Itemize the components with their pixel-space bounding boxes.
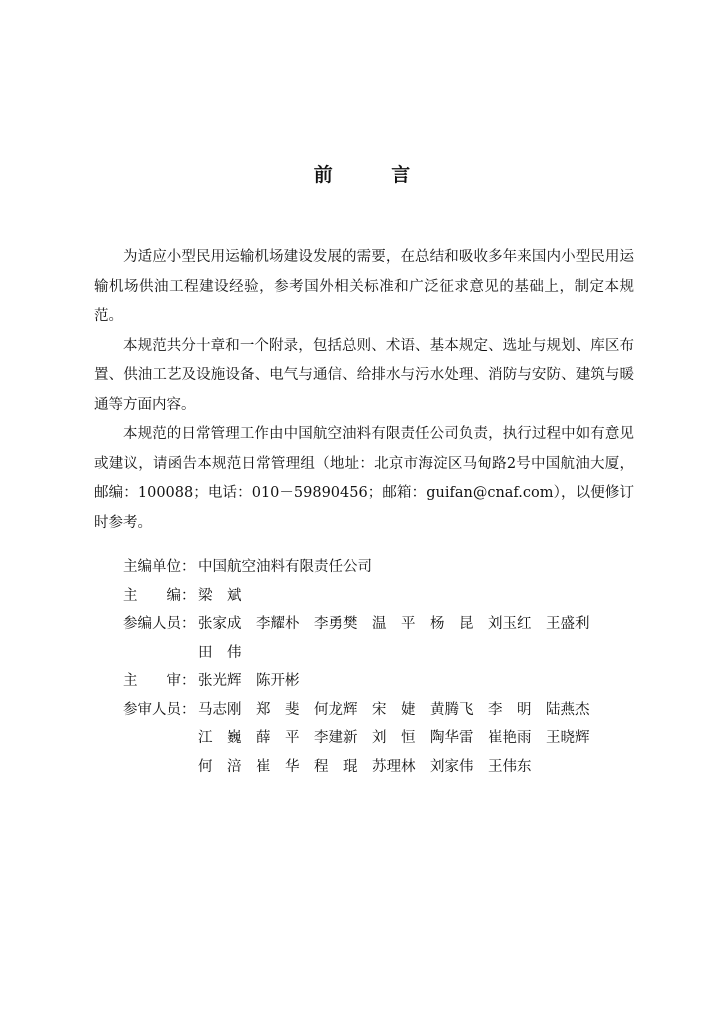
- reviewers-row: [123, 696, 643, 782]
- editors-label: 参编人员：: [123, 616, 196, 632]
- person-name: 李勇樊: [314, 616, 358, 632]
- reviewers-list: [198, 696, 604, 782]
- chief-unit-label: 主编单位：: [123, 559, 196, 575]
- paragraph-management: 本规范的日常管理工作由中国航空油料有限责任公司负责，执行过程中如有意见或建议，请函告本规范日常管理组（地址：北京市海淀区马甸路2号中国航油大厦，邮编：100088；电话：010－59890456；邮箱：guifan@cnaf.com），以便修订时参考。: [94, 426, 634, 531]
- person-name: 李建新: [314, 730, 358, 746]
- page-title: 前 言: [313, 164, 437, 186]
- reviewers-label: 参审人员：: [123, 701, 196, 718]
- person-name: 陶华雷: [430, 730, 474, 746]
- paragraph-purpose: 为适应小型民用运输机场建设发展的需要，在总结和吸收多年来国内小型民用运输机场供油工程建设经验，参考国外相关标准和广泛征求意见的基础上，制定本规范。: [94, 249, 634, 324]
- chief-reviewer-list: [198, 667, 604, 696]
- credits-section: [123, 553, 643, 781]
- person-name: 何 涪: [198, 758, 242, 775]
- editors-list: [198, 610, 604, 667]
- chief-reviewer-label: 主 审：: [123, 673, 196, 689]
- person-name: 马志刚: [198, 701, 242, 718]
- person-name: 刘 恒: [372, 730, 416, 746]
- person-name: 温 平: [372, 616, 416, 632]
- person-name: 张家成: [198, 616, 242, 632]
- person-name: 薛 平: [256, 730, 300, 746]
- person-name: 陈开彬: [256, 673, 300, 689]
- person-name: 刘家伟: [430, 758, 474, 775]
- chief-editor-row: [123, 582, 643, 611]
- editors-row: [123, 610, 643, 667]
- person-name: 田 伟: [198, 644, 242, 661]
- person-name: 李耀朴: [256, 616, 300, 632]
- person-name: 崔艳雨: [488, 730, 532, 746]
- paragraph-contents: 本规范共分十章和一个附录，包括总则、术语、基本规定、选址与规划、库区布置、供油工艺及设施设备、电气与通信、给排水与污水处理、消防与安防、建筑与暖通等方面内容。: [94, 337, 634, 413]
- chief-editor-value: 梁 斌: [198, 587, 242, 604]
- person-name: 黄腾飞: [430, 701, 474, 718]
- chief-unit-row: [123, 553, 643, 582]
- person-name: 崔 华: [256, 758, 300, 775]
- person-name: 张光辉: [198, 673, 242, 689]
- preface-body: [94, 243, 634, 538]
- person-name: 宋 婕: [372, 701, 416, 718]
- person-name: 杨 昆: [430, 616, 474, 632]
- person-name: 王盛利: [546, 616, 590, 632]
- person-name: 刘玉红: [488, 616, 532, 632]
- chief-unit-value: 中国航空油料有限责任公司: [198, 559, 372, 575]
- person-name: 何龙辉: [314, 701, 358, 718]
- person-name: 苏理林: [372, 758, 416, 775]
- person-name: 郑 斐: [256, 701, 300, 718]
- person-name: 江 巍: [198, 730, 242, 746]
- person-name: 王晓辉: [546, 730, 590, 746]
- person-name: 程 琨: [314, 758, 358, 775]
- chief-editor-label: 主 编：: [123, 587, 196, 604]
- chief-reviewer-row: [123, 667, 643, 696]
- person-name: 陆燕杰: [546, 701, 590, 718]
- person-name: 李 明: [488, 701, 532, 718]
- person-name: 王伟东: [488, 758, 532, 775]
